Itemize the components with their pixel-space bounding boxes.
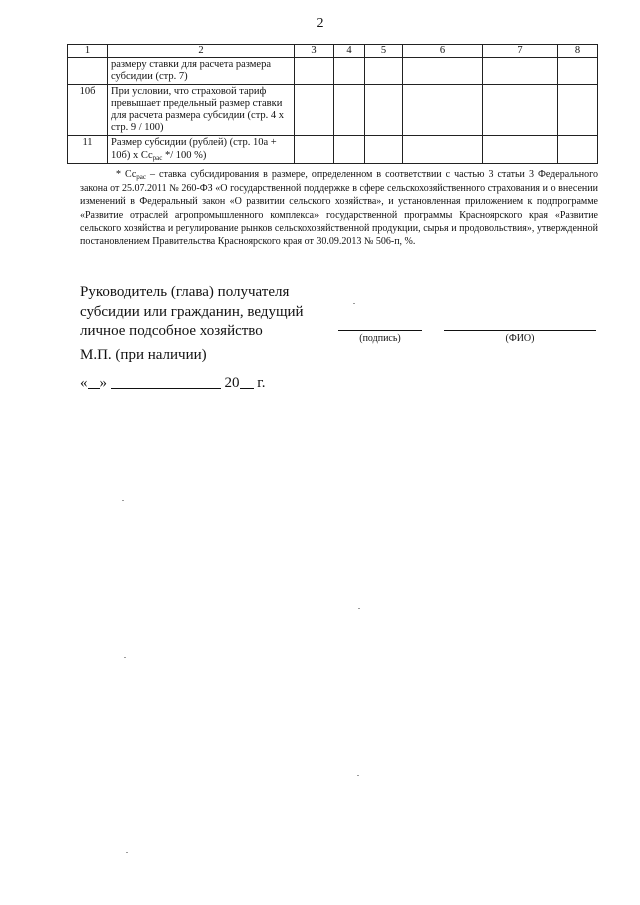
column-header: 4	[334, 45, 365, 58]
table-cell	[365, 58, 403, 85]
page-number: 2	[316, 16, 324, 31]
column-header: 6	[403, 45, 483, 58]
row-number: 10б	[68, 85, 108, 136]
date-open-quote: «	[80, 375, 88, 391]
table-cell	[483, 136, 558, 163]
table-cell	[295, 85, 334, 136]
table-row	[68, 136, 598, 163]
subscript: рас	[136, 173, 146, 181]
table-cell	[365, 85, 403, 136]
scan-speck	[358, 608, 360, 609]
table-cell	[483, 58, 558, 85]
row-number: 11	[68, 136, 108, 163]
day-blank	[88, 374, 100, 389]
column-header: 8	[558, 45, 598, 58]
table-cell	[334, 85, 365, 136]
stamp-label: М.П. (при наличии)	[80, 347, 207, 363]
column-header: 5	[365, 45, 403, 58]
table-cell	[558, 58, 598, 85]
signature-label: (подпись)	[359, 333, 401, 344]
table-cell	[403, 136, 483, 163]
date-line	[80, 374, 265, 392]
table-cell	[403, 58, 483, 85]
column-header: 7	[483, 45, 558, 58]
table-cell	[558, 85, 598, 136]
column-header: 3	[295, 45, 334, 58]
year-blank	[240, 374, 254, 389]
date-close-quote: »	[99, 375, 107, 391]
row-description: При условии, что страховой тариф превышает предельный размер ставки для расчета размера субсидии (стр. 4 х стр. 9 / 100)	[108, 85, 295, 136]
row-description: размеру ставки для расчета размера субсидии (стр. 7)	[108, 58, 295, 85]
table-cell	[483, 85, 558, 136]
column-header: 1	[68, 45, 108, 58]
signer-title: Руководитель (глава) получателя субсидии или гражданин, ведущий личное подсобное хозяйство	[80, 284, 304, 339]
subsidy-calculation-table	[67, 44, 598, 164]
year-suffix: г.	[257, 375, 266, 391]
table-header-row	[68, 45, 598, 58]
footnote-text: – ставка субсидирования в размере, определенном в соответствии с частью 3 статьи 3 Федерального закона от 25.07.2011 № 260-ФЗ «О государственной поддержке в сфере сельскохозяйственного страхования и о внесении изменений в Федеральный закон «О развитии сельского хозяйства», и установленная приложением к подпрограмме «Развитие отраслей агропромышленного комплекса» государственной программы Красноярского края «Развитие сельского хозяйства и регулирование рынков сельскохозяйственной продукции, сырья и продовольствия», утвержденной постановлением Правительства Красноярского края от 30.09.2013 № 506-п, %.	[80, 169, 598, 247]
table-cell	[334, 136, 365, 163]
year-prefix: 20	[224, 375, 240, 391]
subscript: рас	[152, 153, 163, 162]
name-label: (ФИО)	[505, 333, 535, 344]
footnote-marker: * Сс	[116, 169, 137, 180]
table-cell	[365, 136, 403, 163]
table-cell	[295, 58, 334, 85]
scan-speck	[124, 657, 126, 658]
signature-line	[338, 330, 422, 331]
column-header: 2	[108, 45, 295, 58]
row-text: Размер субсидии (рублей) (стр. 10а + 10б) х Сс	[111, 137, 277, 161]
table-cell	[295, 136, 334, 163]
row-description	[108, 136, 295, 163]
row-number	[68, 58, 108, 85]
scan-speck	[122, 500, 124, 501]
scan-speck	[126, 852, 128, 853]
name-line	[444, 330, 596, 331]
footnote	[80, 168, 598, 248]
scan-speck	[353, 303, 355, 304]
table-cell	[334, 58, 365, 85]
row-text: */ 100 %)	[162, 149, 207, 161]
month-blank	[111, 374, 221, 389]
table-cell	[403, 85, 483, 136]
scan-speck	[357, 775, 359, 776]
table-row	[68, 85, 598, 136]
table-cell	[558, 136, 598, 163]
table-row	[68, 58, 598, 85]
